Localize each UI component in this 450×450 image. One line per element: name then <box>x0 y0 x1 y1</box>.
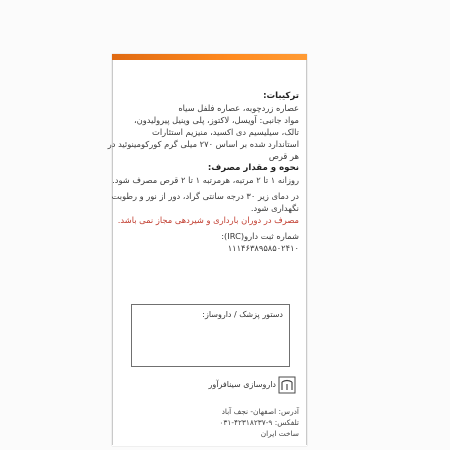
ingredients-line: عصاره زردچوبه، عصاره فلفل سیاه <box>178 103 299 113</box>
irc-label: شماره ثبت دارو(IRC): <box>221 231 299 241</box>
orange-top-stripe <box>112 54 307 60</box>
ingredients-line: مواد جانبی: آویسل، لاکتوز، پلی وینیل پیرولیدون، <box>133 115 299 125</box>
usage-line: روزانه ۱ تا ۲ مرتبه، هرمرتبه ۱ تا ۲ قرص مصرف شود. <box>112 175 299 185</box>
irc-number: ۱۱۱۴۶۳۸۹۵۸۵۰۲۴۱۰ <box>227 243 299 253</box>
ingredients-title: ترکیبات: <box>263 91 299 101</box>
manufacturer-name: داروسازی سینافرآور <box>208 380 276 389</box>
storage-line: نگهداری شود. <box>250 203 299 213</box>
origin-line: ساخت ایران <box>260 429 299 438</box>
manufacturer-logo-icon <box>278 376 296 394</box>
phone-line: تلفکس: ۹-۴۲۳۱۸۲۳۷-۰۳۱ <box>219 418 299 427</box>
prescription-box <box>131 304 290 367</box>
storage-line: در دمای زیر ۳۰ درجه سانتی گراد، دور از نور و رطوبت <box>111 191 299 201</box>
ingredients-line: استاندارد شده بر اساس ۲۷۰ میلی گرم کورکومینوئید در <box>107 139 299 149</box>
pregnancy-warning: مصرف در دوران بارداری و شیردهی مجاز نمی باشد. <box>117 215 299 225</box>
usage-title: نحوه و مقدار مصرف: <box>207 163 299 173</box>
address-block <box>112 406 307 439</box>
ingredients-line: تالک، سیلیسیم دی اکسید، منیزیم استئارات <box>152 127 299 137</box>
address-line: آدرس: اصفهان- نجف آباد <box>221 407 299 416</box>
label-text-content <box>107 90 307 254</box>
ingredients-line: هر قرص <box>268 151 299 161</box>
prescription-label: دستور پزشک / داروساز: <box>202 310 283 319</box>
